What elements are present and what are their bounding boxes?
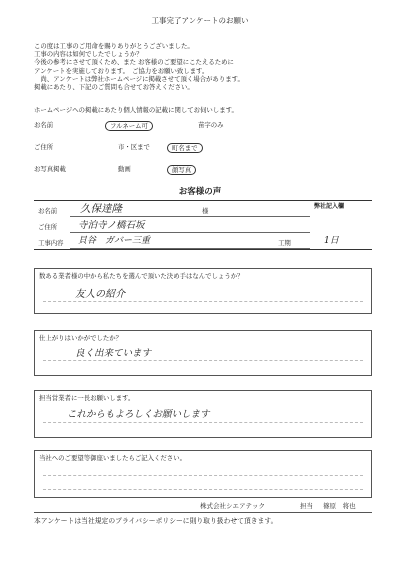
- permission-name-label: お名前: [34, 121, 54, 129]
- permission-name-option-surname[interactable]: 苗字のみ: [198, 121, 224, 129]
- customer-address-line: [70, 232, 310, 233]
- customer-name-line: [70, 216, 310, 217]
- permission-address-option-city[interactable]: 市・区まで: [118, 143, 150, 151]
- question-box-reason: [34, 268, 372, 314]
- page-title: 工事完了アンケートのお願い: [151, 16, 249, 25]
- question-label: 仕上がりはいかがでしたか？: [39, 334, 123, 342]
- intro-line: 掲載にあたり、下記のご質問も合せてお答えください。: [34, 82, 194, 91]
- answer-line: [43, 422, 363, 423]
- question-box-requests: [34, 450, 372, 498]
- permission-address-option-town[interactable]: 町名まで: [167, 143, 203, 153]
- privacy-notice: ホームページへの掲載にあたり個人情報の記載に関してお伺いします。: [34, 106, 238, 114]
- staff-label: 担当: [300, 502, 313, 510]
- intro-line: 今後の参考にさせて頂くため、また お客様のご要望にこたえるために: [34, 58, 234, 67]
- office-use-label: 弊社記入欄: [314, 203, 345, 210]
- intro-text: [34, 42, 374, 91]
- customer-address-row: [34, 219, 372, 234]
- customer-voice-title: お客様の声: [178, 187, 222, 197]
- answer-line: [43, 489, 363, 490]
- signature-line: [34, 512, 372, 513]
- customer-name-label: お名前: [38, 207, 58, 215]
- answer-line: [43, 301, 363, 302]
- permission-address-label: ご住所: [34, 143, 54, 151]
- permission-name-option-fullname[interactable]: フルネーム可: [105, 121, 153, 131]
- customer-work-line: [70, 248, 310, 249]
- customer-work-row: [34, 235, 372, 250]
- customer-name-value[interactable]: 久保達隆: [80, 203, 122, 215]
- work-period-label: 工期: [278, 239, 291, 247]
- customer-work-value[interactable]: 貝谷 ガバー三重: [78, 236, 151, 246]
- permission-photo-row: [34, 165, 374, 179]
- permission-photo-option-video[interactable]: 動画: [118, 165, 131, 173]
- staff-name: 篠原 将也: [323, 502, 356, 510]
- intro-line: アンケートを実施しております。 ご協力をお願い致します。: [34, 66, 209, 75]
- company-name: 株式会社シエアテック: [200, 502, 265, 510]
- question-box-finish: [34, 330, 372, 376]
- answer-line: [43, 360, 363, 361]
- intro-line: 工事の内容は如何でしたでしょうか？: [34, 50, 143, 59]
- question-label: 当社へのご要望等御座いましたらご記入ください。: [39, 454, 186, 462]
- answer-line: [43, 475, 363, 476]
- intro-line: 尚、アンケートは弊社ホームページに掲載させて頂く場合があります。: [34, 74, 244, 83]
- customer-name-suffix: 様: [202, 207, 209, 215]
- question-box-staff: [34, 390, 372, 438]
- question-label: 数ある業者様の中から私たちを選んで頂いた決め手はなんでしょうか？: [39, 272, 244, 280]
- answer-text[interactable]: これからもよろしくお願いします: [67, 409, 210, 420]
- customer-address-label: ご住所: [38, 223, 58, 231]
- permission-photo-label: お写真掲載: [34, 165, 66, 173]
- customer-work-label: 工事内容: [38, 239, 64, 247]
- permission-name-row: [34, 121, 374, 135]
- question-label: 担当営業者に一長お願いします。: [39, 394, 135, 402]
- permission-photo-option-face[interactable]: 顔写真: [167, 165, 196, 175]
- work-period-value[interactable]: 1日: [324, 236, 339, 246]
- intro-line: この度は工事のご用命を賜りありがとうございました。: [34, 42, 194, 50]
- answer-text[interactable]: 良く出来ています: [75, 348, 152, 359]
- answer-text[interactable]: 友人の紹介: [75, 289, 125, 300]
- staff-info: [300, 502, 356, 510]
- permission-address-row: [34, 143, 374, 157]
- privacy-footer: 本アンケートは当社規定のプライバシーポリシーに則り取り扱わせて頂きます。: [34, 517, 278, 525]
- customer-address-value[interactable]: 寺泊寺ノ橋石坂: [78, 220, 145, 231]
